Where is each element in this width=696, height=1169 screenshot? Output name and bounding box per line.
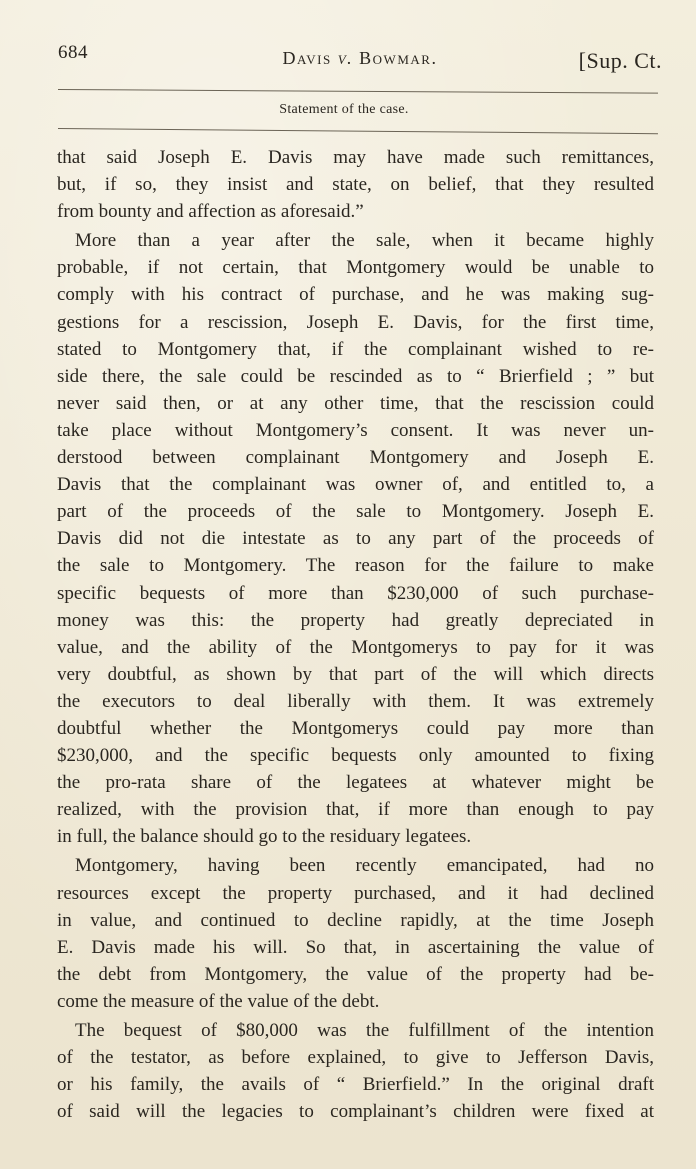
text-line: in value, and continued to decline rapidly, at the time Joseph [57, 909, 654, 931]
text-line: realized, with the provision that, if more than enough to pay [57, 799, 654, 821]
text-line: doubtful whether the Montgomerys could pay more than [57, 717, 654, 739]
text-line: money was this: the property had greatly depreciated in [57, 609, 654, 631]
text-line: gestions for a rescission, Joseph E. Davis, for the first time, [57, 311, 654, 333]
running-title-suffix: Bowmar. [353, 48, 438, 68]
running-header [58, 38, 662, 78]
text-line: that said Joseph E. Davis may have made such remittances, [57, 147, 654, 168]
text-line: of the testator, as before explained, to give to Jefferson Davis, [57, 1047, 654, 1069]
section-heading: Statement of the case. [279, 102, 409, 117]
text-line: part of the proceeds of the sale to Montgomery. Joseph E. [57, 501, 654, 523]
body-text [57, 144, 654, 1125]
text-line: derstood between complainant Montgomery and Joseph E. [57, 447, 654, 469]
text-line: from bounty and affection as aforesaid.” [57, 201, 364, 223]
page-number: 684 [58, 42, 88, 63]
running-title [58, 48, 662, 69]
running-title-v: v. [337, 48, 354, 68]
text-line: but, if so, they insist and state, on belief, that they resulted [57, 174, 654, 196]
text-line: of said will the legacies to complainant’s children were fixed at [57, 1101, 654, 1123]
text-line: E. Davis made his will. So that, in ascertaining the value of [57, 936, 654, 958]
text-line: value, and the ability of the Montgomerys to pay for it was [57, 636, 654, 658]
text-line: More than a year after the sale, when it became highly [75, 230, 654, 252]
text-line: comply with his contract of purchase, and he was making sug- [57, 284, 654, 306]
running-title-prefix: Davis [282, 48, 338, 68]
text-line: the sale to Montgomery. The reason for the failure to make [57, 555, 654, 577]
text-line: Davis that the complainant was owner of, and entitled to, a [57, 474, 654, 496]
text-line: probable, if not certain, that Montgomery would be unable to [57, 257, 654, 279]
text-line: the executors to deal liberally with them. It was extremely [57, 690, 654, 712]
text-line: never said then, or at any other time, that the rescission could [57, 392, 654, 414]
text-line: or his family, the avails of “ Brierfield.” In the original draft [57, 1074, 654, 1096]
text-line: $230,000, and the specific bequests only amounted to fixing [57, 745, 654, 767]
text-line: come the measure of the value of the debt. [57, 990, 380, 1012]
text-line: resources except the property purchased, and it had declined [57, 882, 654, 904]
text-line: Montgomery, having been recently emancipated, had no [75, 855, 654, 877]
text-line: specific bequests of more than $230,000 of such purchase- [57, 582, 654, 604]
text-line: stated to Montgomery that, if the complainant wished to re- [57, 338, 654, 360]
text-line: The bequest of $80,000 was the fulfillment of the intention [75, 1020, 654, 1041]
text-line: the debt from Montgomery, the value of the property had be- [57, 963, 654, 985]
text-line: side there, the sale could be rescinded as to “ Brierfield ; ” but [57, 365, 654, 387]
header-rule-top [58, 89, 658, 94]
text-line: Davis did not die intestate as to any part of the proceeds of [57, 528, 654, 550]
court-label: [Sup. Ct. [578, 48, 662, 73]
text-line: in full, the balance should go to the residuary legatees. [57, 826, 472, 848]
text-line: very doubtful, as shown by that part of the will which directs [57, 663, 654, 685]
header-rule-bottom [58, 128, 658, 134]
text-line: the pro-rata share of the legatees at whatever might be [57, 772, 654, 794]
text-line: take place without Montgomery’s consent. It was never un- [57, 419, 654, 441]
